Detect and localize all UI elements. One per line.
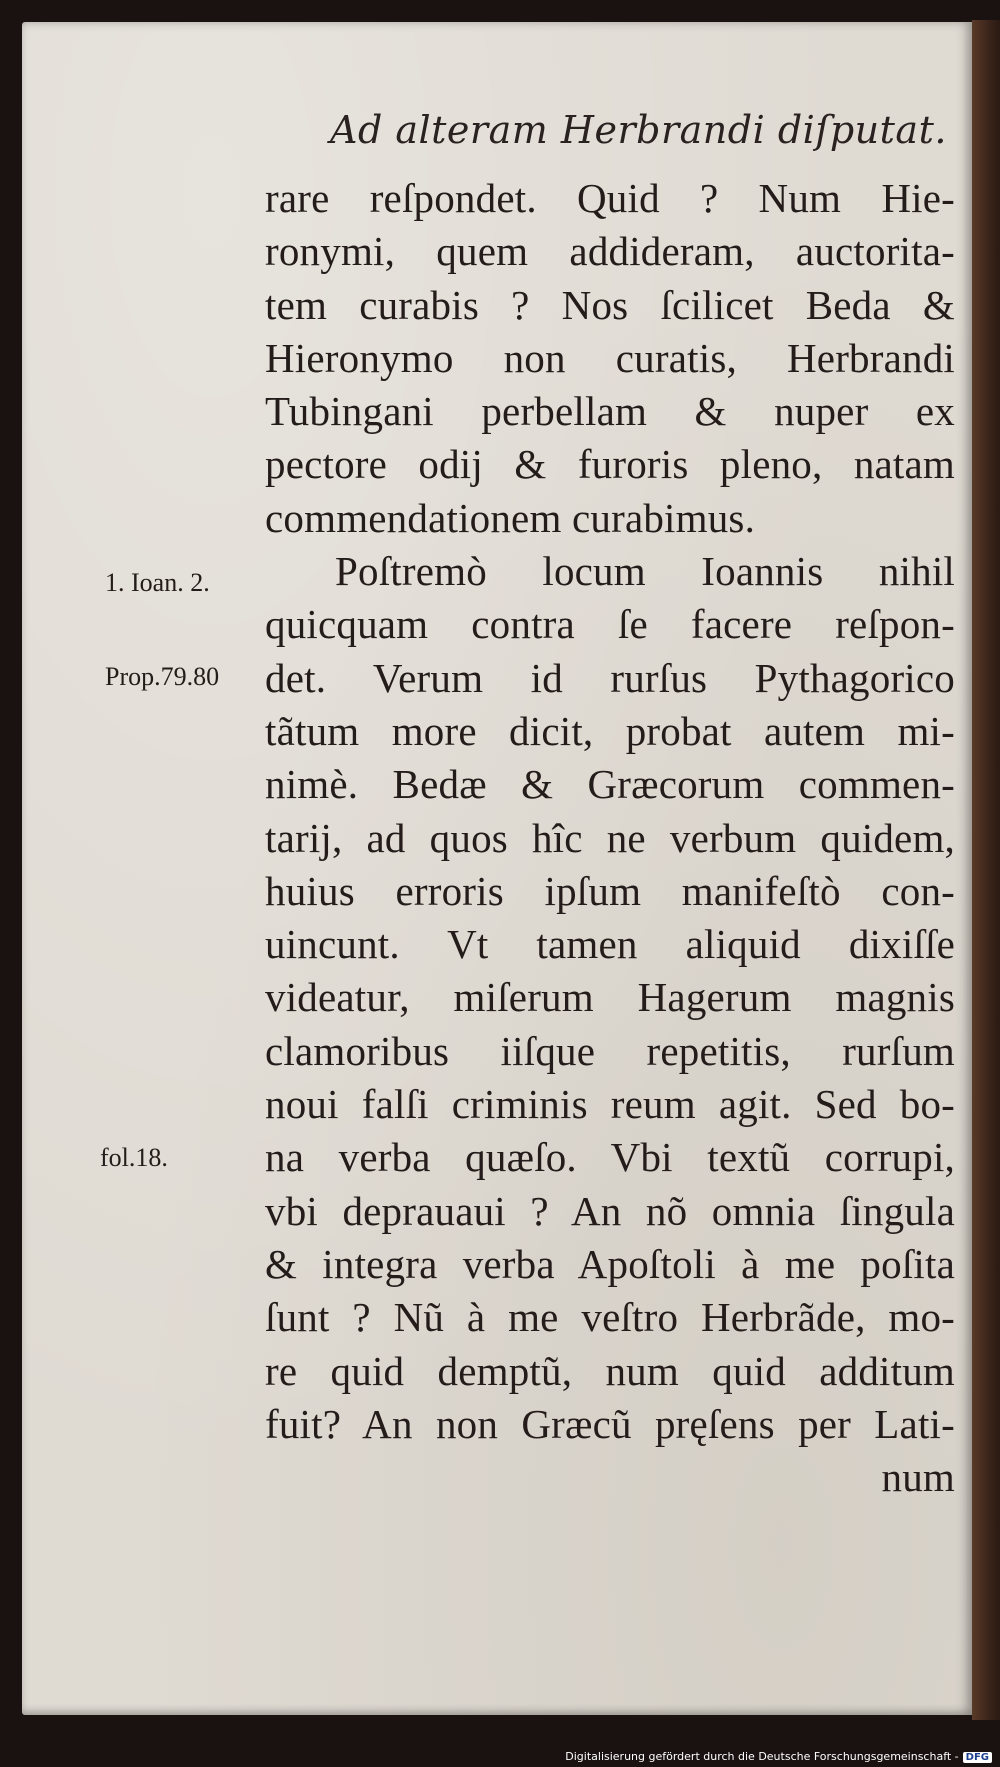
text-line: videatur, miſerum Hagerum magnis	[265, 974, 955, 1021]
body-text	[265, 172, 955, 1504]
catchword: num	[881, 1454, 955, 1501]
text-line: & integra verba Apoſtoli à me poſita	[265, 1240, 955, 1287]
marginal-note-2: Prop.79.80	[105, 662, 220, 691]
text-line: vbi deprauaui ? An nõ omnia ſingula	[265, 1187, 955, 1234]
text-line: clamoribus iiſque repetitis, rurſum	[265, 1027, 955, 1074]
running-head: Ad alteram Herbrandi diſputat.	[330, 108, 947, 152]
marginal-note-3: fol.18.	[100, 1143, 168, 1172]
text-line: tãtum more dicit, probat autem mi-	[265, 707, 955, 754]
credit-text: Digitalisierung gefördert durch die Deutsche Forschungsgemeinschaft -	[565, 1750, 959, 1763]
text-line: tem curabis ? Nos ſcilicet Beda &	[265, 281, 955, 328]
text-line: nimè. Bedæ & Græcorum commen-	[265, 761, 955, 808]
text-line: na verba quæſo. Vbi textũ corrupi,	[265, 1134, 955, 1181]
book-edge	[972, 20, 1000, 1720]
dfg-logo: DFG	[963, 1752, 992, 1763]
text-line: uincunt. Vt tamen aliquid dixiſſe	[265, 921, 955, 968]
text-line: pectore odij & furoris pleno, natam	[265, 441, 955, 488]
text-line: rare reſpondet. Quid ? Num Hie-	[265, 175, 955, 221]
text-line: re quid demptũ, num quid additum	[265, 1347, 955, 1394]
text-line: Hieronymo non curatis, Herbrandi	[265, 334, 955, 381]
text-line: quicquam contra ſe facere reſpon-	[265, 601, 955, 648]
text-line: huius erroris ipſum manifeſtò con-	[265, 867, 955, 914]
text-line: noui falſi criminis reum agit. Sed bo-	[265, 1081, 955, 1128]
text-line: Tubingani perbellam & nuper ex	[265, 388, 955, 435]
text-line: det. Verum id rurſus Pythagorico	[265, 654, 955, 701]
text-line: tarij, ad quos hîc ne verbum quidem,	[265, 814, 955, 861]
text-line: commendationem curabimus.	[265, 494, 756, 541]
text-line: ſunt ? Nũ à me veſtro Herbrãde, mo-	[265, 1294, 955, 1341]
text-line: fuit? An non Græcũ pręſens per Lati-	[265, 1400, 955, 1447]
digitization-credit	[565, 1750, 992, 1763]
text-line: Poſtremò locum Ioannis nihil	[335, 548, 955, 595]
text-line: ronymi, quem addideram, auctorita-	[265, 228, 955, 275]
marginal-note-1: 1. Ioan. 2.	[105, 568, 210, 597]
